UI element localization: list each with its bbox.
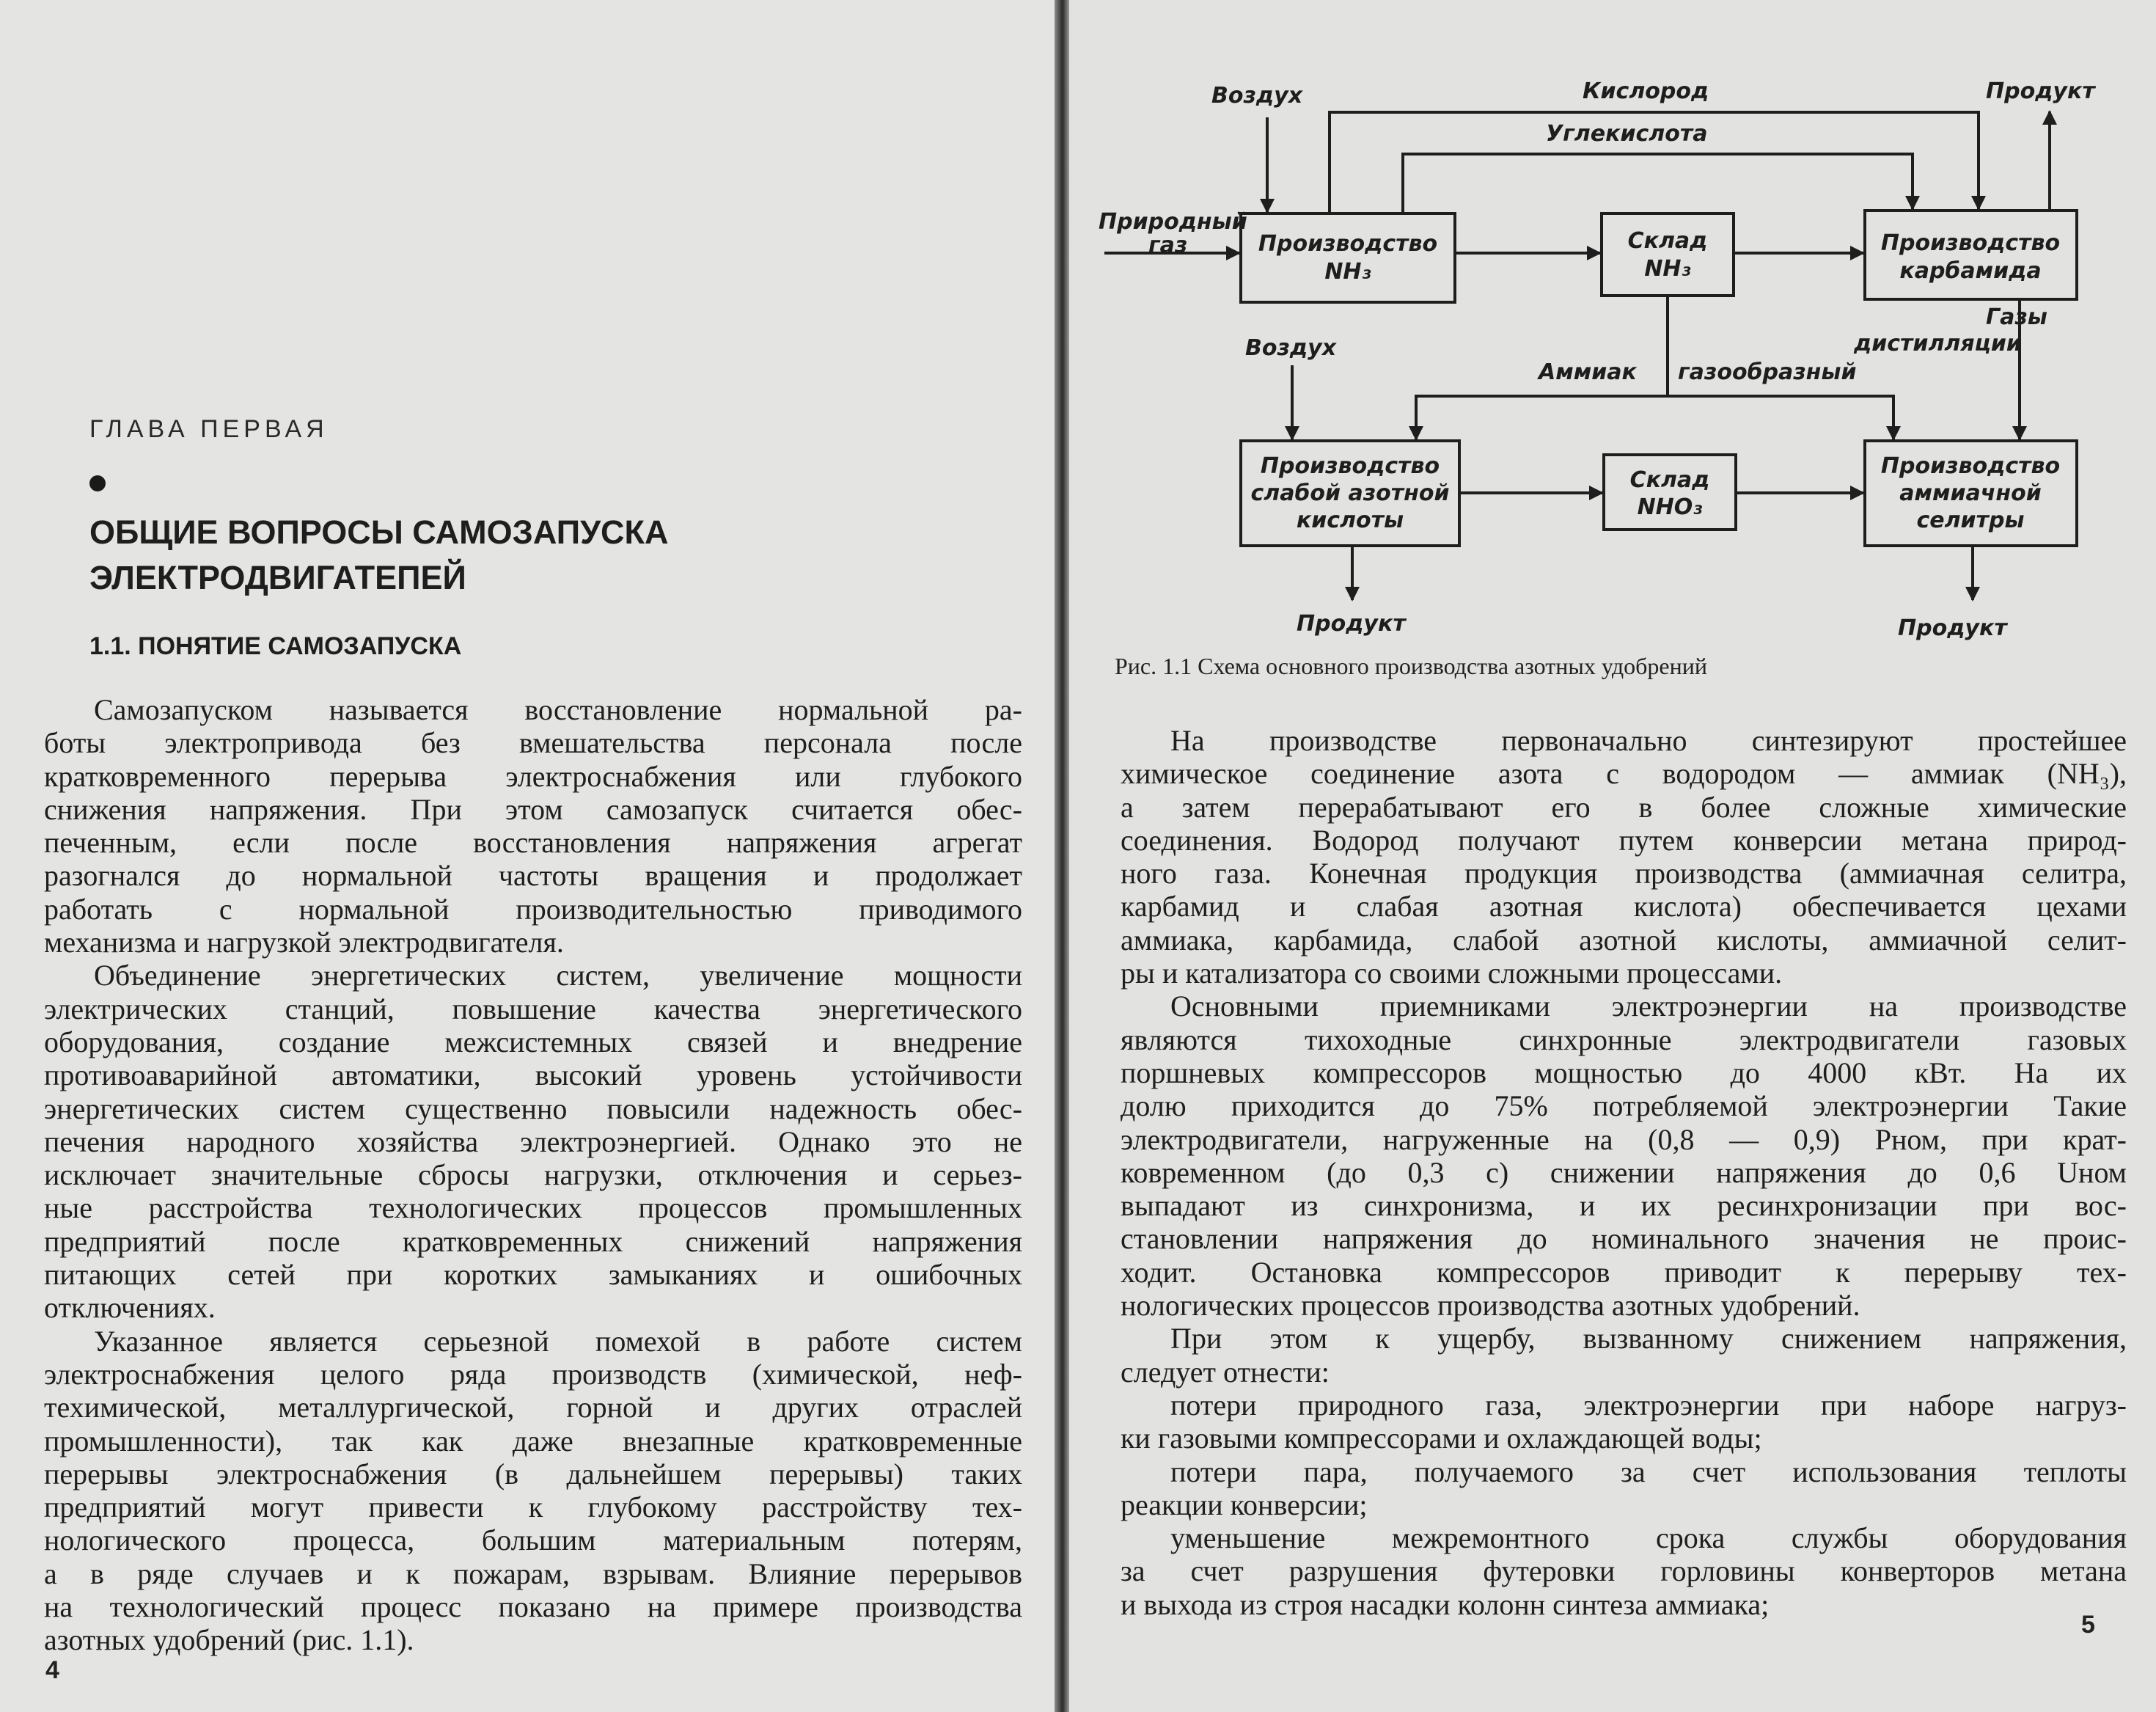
label-co2: Углекислота bbox=[1546, 121, 1708, 147]
line-co2 bbox=[1403, 154, 1913, 213]
text-line: являются тихоходные синхронные электродвигатели газовых bbox=[1121, 1023, 2127, 1056]
text-line: а в ряде случаев и к пожарам, взрывам. Влияние перерывов bbox=[44, 1556, 1022, 1590]
text-line: При этом к ущербу, вызванному снижением напряжения, bbox=[1170, 1322, 2127, 1356]
text-line: электроснабжения целого ряда производств (химической, неф- bbox=[44, 1357, 1022, 1391]
text-line: нологического процесса, большим материальным потерям, bbox=[44, 1523, 1022, 1557]
label-product-bottom-right: Продукт bbox=[1898, 615, 2007, 641]
figure-1-1-diagram bbox=[1069, 0, 2156, 660]
text-line: реакции конверсии; bbox=[1121, 1488, 1368, 1521]
text-line: кратковременного перерыва электроснабжения или глубокого bbox=[44, 759, 1022, 793]
figure-caption: Рис. 1.1 Схема основного производства азотных удобрений bbox=[1115, 653, 1707, 679]
text-line: долю приходится до 75% потребляемой электроэнергии Такие bbox=[1121, 1089, 2127, 1123]
label-air-mid: Воздух bbox=[1245, 335, 1337, 361]
box-text: Производство bbox=[1880, 230, 2061, 256]
text-line: механизма и нагрузкой электродвигателя. bbox=[44, 926, 564, 959]
chapter-title-line: ОБЩИЕ ВОПРОСЫ САМОЗАПУСКА bbox=[89, 513, 669, 551]
paragraph bbox=[44, 693, 1022, 959]
text-line: потери природного газа, электроэнергии при наборе нагруз- bbox=[1170, 1388, 2127, 1422]
chapter-title-line: ЭЛЕКТРОДВИГАТЕПЕЙ bbox=[89, 559, 466, 596]
text-line: Самозапуском называется восстановление нормальной ра- bbox=[94, 693, 1022, 726]
text-line: питающих сетей при коротких замыканиях и ошибочных bbox=[44, 1258, 1022, 1292]
text-line: химическое соединение азота с водородом — аммиак (NH₃), bbox=[1121, 757, 2127, 791]
text-line: исключает значительные сбросы нагрузки, отключения и серьез- bbox=[44, 1158, 1022, 1192]
text-line: промышленности), так как даже внезапные кратковременные bbox=[44, 1424, 1022, 1457]
box-text: Производство bbox=[1260, 453, 1440, 479]
text-line: становлении напряжения до номинального значения не проис- bbox=[1121, 1222, 2127, 1256]
label-distill-gases: Газы bbox=[1986, 304, 2047, 330]
text-line: Основными приемниками электроэнергии на производстве bbox=[1170, 989, 2127, 1023]
text-line: азотных удобрений (рис. 1.1). bbox=[44, 1623, 414, 1657]
text-line: ные расстройства технологических процессов промышленных bbox=[44, 1191, 1022, 1225]
text-line: ковременном (до 0,3 с) снижении напряжения до 0,6 Uном bbox=[1121, 1155, 2127, 1189]
box-text: Склад bbox=[1629, 467, 1710, 493]
paragraph bbox=[1121, 1521, 2127, 1621]
text-line: Объединение энергетических систем, увеличение мощности bbox=[94, 959, 1022, 992]
text-line: предприятий после кратковременных снижений напряжения bbox=[44, 1224, 1022, 1258]
text-line: ного газа. Конечная продукция производства (аммиачная селитра, bbox=[1121, 857, 2127, 890]
text-line: за счет разрушения футеровки горловины конверторов метана bbox=[1121, 1554, 2127, 1588]
text-line: соединения. Водород получают путем конверсии метана природ- bbox=[1121, 823, 2127, 857]
text-line: печенным, если после восстановления напряжения агрегат bbox=[44, 826, 1022, 860]
text-line: На производстве первоначально синтезируют простейшее bbox=[1170, 724, 2127, 757]
box-text: кислоты bbox=[1296, 508, 1404, 533]
text-line: боты электропривода без вмешательства персонала после bbox=[44, 726, 1022, 760]
text-line: ры и катализатора со своими сложными процессами. bbox=[1121, 956, 1783, 990]
box-nh3-production bbox=[1241, 213, 1455, 302]
label-natural-gas: газ bbox=[1148, 233, 1188, 258]
text-line: нологических процессов производства азотных удобрений. bbox=[1121, 1289, 1860, 1323]
label-natural-gas: Природный bbox=[1099, 209, 1247, 235]
text-line: Указанное является серьезной помехой в работе систем bbox=[94, 1324, 1022, 1358]
text-line: поршневых компрессоров мощностью до 4000 кВт. На их bbox=[1121, 1056, 2127, 1089]
box-nh3-storage bbox=[1602, 213, 1734, 296]
left-page bbox=[0, 0, 1055, 1712]
page-number-left: 4 bbox=[45, 1656, 59, 1684]
text-line: ки газовыми компрессорами и охлаждающей воды; bbox=[1121, 1422, 1762, 1455]
left-body-text bbox=[44, 693, 1022, 1657]
paragraph bbox=[1121, 1455, 2127, 1522]
bullet-marker bbox=[89, 475, 106, 491]
label-product-top: Продукт bbox=[1986, 78, 2095, 104]
label-distill-gases: дистилляции bbox=[1854, 331, 2022, 356]
book-gutter bbox=[1055, 0, 1069, 1712]
box-text: NHO₃ bbox=[1637, 494, 1703, 520]
text-line: отключениях. bbox=[44, 1291, 216, 1325]
box-text: слабой азотной bbox=[1250, 480, 1450, 506]
text-line: уменьшение межремонтного срока службы оборудования bbox=[1170, 1521, 2127, 1555]
label-ammonia: Аммиак bbox=[1539, 359, 1637, 385]
text-line: энергетических систем существенно повысили надежность обес- bbox=[44, 1091, 1022, 1125]
right-page bbox=[1069, 0, 2156, 1712]
text-line: работать с нормальной производительностью приводимого bbox=[44, 892, 1022, 926]
box-text: Производство bbox=[1880, 453, 2061, 479]
text-line: предприятий могут привести к глубокому расстройству тех- bbox=[44, 1490, 1022, 1524]
box-text: NH₃ bbox=[1324, 259, 1371, 285]
text-line: а затем перерабатывают его в более сложные химические bbox=[1121, 790, 2127, 824]
text-line: печения народного хозяйства электроэнергией. Однако это не bbox=[44, 1124, 1022, 1158]
chapter-label: ГЛАВА ПЕРВАЯ bbox=[89, 415, 329, 443]
paragraph bbox=[44, 1325, 1022, 1657]
text-line: противоаварийной автоматики, высокий уровень устойчивости bbox=[44, 1058, 1022, 1092]
label-oxygen: Кислород bbox=[1583, 78, 1709, 104]
paragraph bbox=[1121, 1389, 2127, 1455]
label-product-bottom-left: Продукт bbox=[1297, 611, 1406, 637]
text-line: перерывы электроснабжения (в дальнейшем перерывы) таких bbox=[44, 1457, 1022, 1490]
paragraph bbox=[44, 959, 1022, 1324]
text-line: карбамид и слабая азотная кислота) обеспечивается цехами bbox=[1121, 890, 2127, 923]
text-line: на технологический процесс показано на примере производства bbox=[44, 1590, 1022, 1624]
text-line: техимической, металлургической, горной и других отраслей bbox=[44, 1391, 1022, 1424]
chapter-title bbox=[89, 510, 969, 601]
text-line: электродвигатели, нагруженные на (0,8 — 0,9) Pном, при крат- bbox=[1121, 1122, 2127, 1156]
right-body-text bbox=[1121, 724, 2127, 1621]
text-line: разогнался до нормальной частоты вращения и продолжает bbox=[44, 859, 1022, 893]
text-line: потери пара, получаемого за счет использования теплоты bbox=[1170, 1455, 2127, 1488]
paragraph bbox=[1121, 724, 2127, 989]
section-title: 1.1. ПОНЯТИЕ САМОЗАПУСКА bbox=[89, 632, 462, 660]
page-number-right: 5 bbox=[2081, 1611, 2095, 1639]
paragraph bbox=[1121, 989, 2127, 1322]
text-line: следует отнести: bbox=[1121, 1355, 1330, 1389]
text-line: электрических станций, повышение качества энергетического bbox=[44, 992, 1022, 1025]
box-text: NH₃ bbox=[1644, 256, 1691, 282]
paragraph bbox=[1121, 1322, 2127, 1389]
text-line: выпадают из синхронизма, и их ресинхронизации при вос- bbox=[1121, 1189, 2127, 1223]
text-line: аммиака, карбамида, слабой азотной кислоты, аммиачной селит- bbox=[1121, 923, 2127, 956]
box-text: карбамида bbox=[1899, 258, 2042, 284]
box-text: Склад bbox=[1627, 228, 1708, 254]
text-line: снижения напряжения. При этом самозапуск считается обес- bbox=[44, 792, 1022, 826]
label-gaseous: газообразный bbox=[1678, 359, 1857, 385]
label-air-top: Воздух bbox=[1211, 83, 1303, 109]
text-line: оборудования, создание межсистемных связей и внедрение bbox=[44, 1025, 1022, 1058]
box-text: Производство bbox=[1258, 231, 1438, 257]
box-text: аммиачной bbox=[1899, 480, 2042, 506]
line-ammonia-to-nitrate bbox=[1668, 396, 1893, 439]
text-line: ходит. Остановка компрессоров приводит к перерыву тех- bbox=[1121, 1255, 2127, 1289]
box-text: селитры bbox=[1916, 508, 2025, 533]
text-line: и выхода из строя насадки колонн синтеза аммиака; bbox=[1121, 1587, 1770, 1621]
